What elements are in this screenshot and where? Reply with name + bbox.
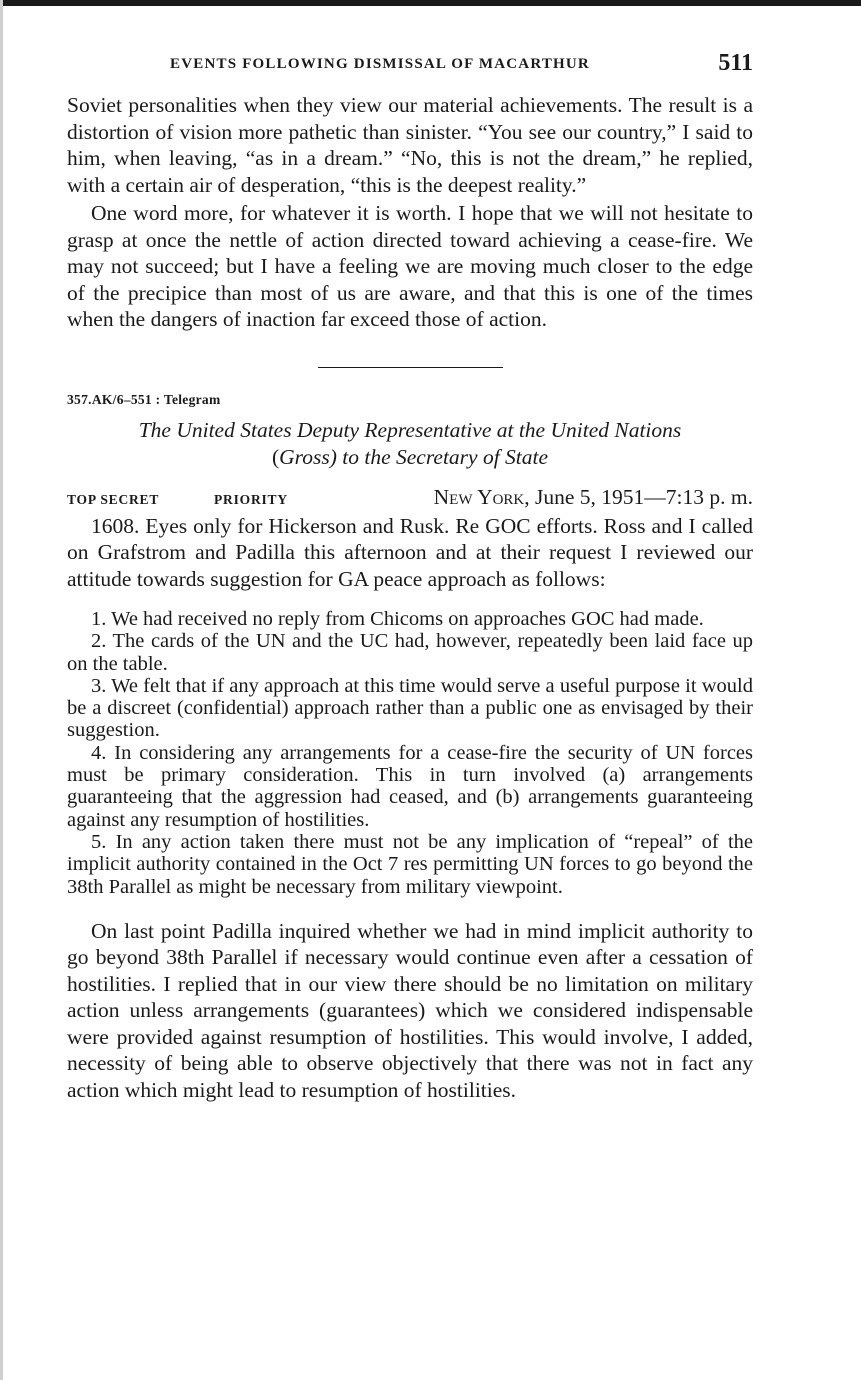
page-left-edge [0,0,3,1380]
continuation-paragraph-2: One word more, for whatever it is worth. I hope that we will not hesitate to grasp at once the nettle of action directed toward achieving a cease-fire. We may not succeed; but I have a feeling we are moving much closer to the edge of the precipice than most of us are aware, and that this is one of the times when the dangers of inaction far exceed those of action. [67,201,753,331]
numbered-point-5: 5. In any action taken there must not be any implication of “repeal” of the implicit authority contained in the Oct 7 res permitting UN forces to go beyond the 38th Parallel as might be necessary from military viewpoint. [67,830,753,898]
document-title-line-1: The United States Deputy Representative at the United Nations [138,417,682,442]
document-page [67,48,753,1103]
title-sender-name: Gross [279,444,330,469]
classification-label: TOP SECRET [67,491,160,507]
date: , June 5, 1951—7:13 p. m. [524,484,753,509]
numbered-point-1: 1. We had received no reply from Chicoms on approaches GOC had made. [91,608,704,630]
place-and-date [434,485,753,510]
opening-paragraph: 1608. Eyes only for Hickerson and Rusk. Re GOC efforts. Ross and I called on Grafstrom and Padilla this afternoon and at their request I reviewed our attitude towards suggestion for GA peace approach as follows: [67,513,753,591]
document-title [67,417,753,471]
numbered-points [67,608,753,898]
title-recipient: ) to the Secretary of State [329,444,549,469]
telegram-body [67,513,753,1104]
running-title: EVENTS FOLLOWING DISMISSAL OF MACARTHUR [170,56,590,72]
numbered-point-4: 4. In considering any arrangements for a cease-fire the security of UN forces must be primary consideration. This in turn involved (a) arrangements guaranteeing that the aggression had ceased, and (b) arrangements guaranteeing against any resumption of hostilities. [67,741,753,831]
priority-label: PRIORITY [214,491,288,507]
title-paren-open: ( [271,444,280,469]
continuation-text [67,92,753,333]
page-number: 511 [718,50,753,76]
continuation-paragraph-1: Soviet personalities when they view our material achievements. The result is a distortion of vision more pathetic than sinister. “You see our country,” I said to him, when leaving, “as in a dream.” “No, this is not the dream,” he replied, with a certain air of desperation, “this is the deepest reality.” [67,93,753,197]
file-reference: 357.AK/6–551 : Telegram [67,391,221,407]
closing-paragraph: On last point Padilla inquired whether we had in mind implicit authority to go beyond 38th Parallel if necessary would continue even after a cessation of hostilities. I replied that in our view there should be no limitation on military action unless arrangements (guarantees) which we considered indispensable were provided against resumption of hostilities. This would involve, I added, necessity of being able to observe objectively that there was not in fact any action which might lead to resumption of hostilities. [67,918,753,1102]
page-top-border [0,0,861,6]
numbered-point-2: 2. The cards of the UN and the UC had, however, repeatedly been laid face up on the table. [67,630,753,675]
numbered-point-3: 3. We felt that if any approach at this time would serve a useful purpose it would be a discreet (confidential) approach rather than a public one as envisaged by their suggestion. [67,674,753,742]
document-title-line-2 [67,444,753,471]
place: New York [433,484,525,509]
section-divider [318,367,503,368]
running-head [67,48,753,82]
dateline [67,485,753,513]
